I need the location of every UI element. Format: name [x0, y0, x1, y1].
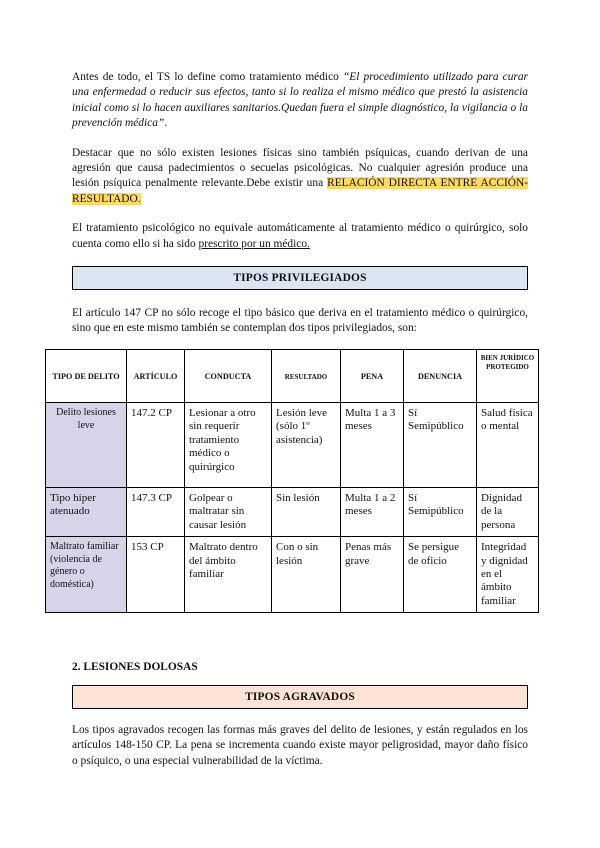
table-cell: Delito lesiones leve — [46, 403, 127, 488]
header-cell: DENUNCIA — [404, 350, 477, 403]
header-cell: BIEN JURÍDICO PROTEGIDO — [477, 350, 539, 403]
table-cell: Se persigue de oficio — [404, 537, 477, 613]
para3-text: El tratamiento psicológico no equivale automáticamente al tratamiento médico o quirúrgico, solo cuenta como ello si ha sido — [72, 222, 528, 250]
table-cell: Salud física o mental — [477, 403, 539, 488]
table-cell: Maltrato familiar (violencia de género o doméstica) — [46, 537, 127, 613]
table-cell: Tipo hiper atenuado — [46, 488, 127, 537]
header-cell: ARTÍCULO — [127, 350, 185, 403]
intro-lead: Antes de todo, el TS lo define como tratamiento médico — [72, 71, 343, 83]
intro-paragraph — [72, 70, 528, 132]
privileged-types-table — [45, 349, 539, 613]
table-cell: Sí Semipúblico — [404, 403, 477, 488]
table-row — [46, 403, 539, 488]
table-cell: Dignidad de la persona — [477, 488, 539, 537]
aggravated-types-header: TIPOS AGRAVADOS — [72, 685, 528, 709]
table-header-row — [46, 350, 539, 403]
table-cell: Multa 1 a 2 meses — [341, 488, 404, 537]
table-cell: Sí Semipúblico — [404, 488, 477, 537]
header-cell: PENA — [341, 350, 404, 403]
privileged-types-header: TIPOS PRIVILEGIADOS — [72, 266, 528, 290]
header-cell: CONDUCTA — [185, 350, 272, 403]
table-cell: 147.3 CP — [127, 488, 185, 537]
header-cell: RESULTADO — [272, 350, 341, 403]
table-cell: 153 CP — [127, 537, 185, 613]
psychological-treatment-paragraph — [72, 221, 528, 252]
table-cell: Maltrato dentro del ámbito familiar — [185, 537, 272, 613]
table-cell: Sin lesión — [272, 488, 341, 537]
header-cell: TIPO DE DELITO — [46, 350, 127, 403]
article-147-paragraph: El artículo 147 CP no sólo recoge el tipo básico que deriva en el tratamiento médico o quirúrgico, sino que en este mismo también se contemplan dos tipos privilegiados, son: — [72, 307, 528, 335]
section-title: 2. LESIONES DOLOSAS — [72, 660, 198, 673]
table-cell: Penas más grave — [341, 537, 404, 613]
table-cell: Lesión leve (sólo 1º asistencia) — [272, 403, 341, 488]
underlined-prescribed: prescrito por un médico. — [198, 237, 310, 250]
table-row — [46, 537, 539, 613]
para2-text: Destacar que no sólo existen lesiones físicas sino también psíquicas, cuando derivan de una agresión que causa padecimientos o secuelas psicológicas. No cualquier agresión produce una lesión psíquica penalmente relevante.Debe existir una — [72, 146, 528, 190]
table-cell: Integridad y dignidad en el ámbito familiar — [477, 537, 539, 613]
intro-tail: . — [164, 117, 168, 130]
table-cell: Con o sin lesión — [272, 537, 341, 613]
intro-quote: “El procedimiento utilizado para curar una enfermedad o reducir sus efectos, tanto si lo realiza el mismo médico que prestó la asistencia inicial como si lo hacen auxiliares sanitarios.Quedan fuera el simple diagnóstico, la vigilancia o la prevención médica” — [72, 71, 528, 130]
table-cell: Golpear o maltratar sin causar lesión — [185, 488, 272, 537]
highlighted-relation: RELACIÓN DIRECTA ENTRE ACCIÓN-RESULTADO. — [72, 177, 528, 205]
table-cell: 147.2 CP — [127, 403, 185, 488]
table-row — [46, 488, 539, 537]
table-cell: Lesionar a otro sin requerir tratamiento médico o quirúrgico — [185, 403, 272, 488]
table-cell: Multa 1 a 3 meses — [341, 403, 404, 488]
psychological-injury-paragraph — [72, 146, 528, 208]
aggravated-types-paragraph: Los tipos agravados recogen las formas más graves del delito de lesiones, y están regulados en los artículos 148-150 CP. La pena se incrementa cuando existe mayor peligrosidad, mayor daño físico o psíquico, o una especial vulnerabilidad de la víctima. — [72, 723, 528, 767]
